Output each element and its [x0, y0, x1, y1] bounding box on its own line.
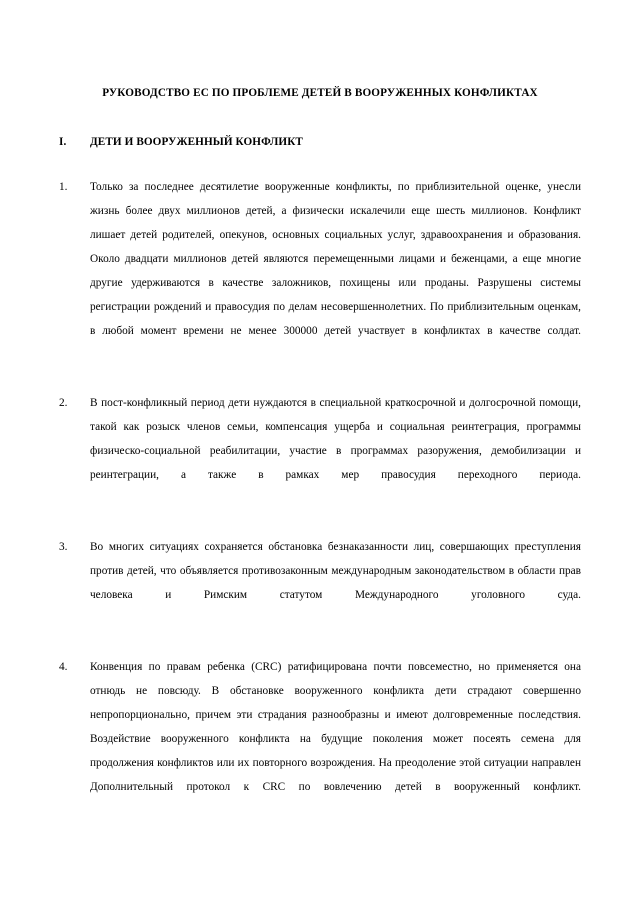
- numbered-paragraph-3: [59, 535, 581, 631]
- paragraph-number: 4.: [59, 661, 68, 673]
- paragraph-text: Во многих ситуациях сохраняется обстановка безнаказанности лиц, совершающих преступления против детей, что объявляется противозаконным международным законодательством в области прав человека и Римским статутом Международного уголовного суда.: [90, 541, 581, 601]
- paragraph-number: 2.: [59, 397, 68, 409]
- numbered-paragraph-1: [59, 175, 581, 367]
- section-title: ДЕТИ И ВООРУЖЕННЫЙ КОНФЛИКТ: [90, 136, 303, 148]
- section-heading-1: [59, 134, 581, 151]
- paragraph-number: 3.: [59, 541, 68, 553]
- document-title: РУКОВОДСТВО ЕС ПО ПРОБЛЕМЕ ДЕТЕЙ В ВООРУЖЕННЫХ КОНФЛИКТАХ: [102, 87, 538, 99]
- document-content: [59, 84, 581, 823]
- paragraph-text: В пост-конфликный период дети нуждаются в специальной краткосрочной и долгосрочной помощи, такой как розыск членов семьи, компенсация ущерба и социальная реинтеграция, программы физическо-социальной реабилитации, участие в программах разоружения, демобилизации и реинтеграции, а также в рамках мер правосудия переходного периода.: [90, 397, 581, 481]
- paragraph-text: Только за последнее десятилетие вооруженные конфликты, по приблизительной оценке, унесли жизнь более двух миллионов детей, а физически искалечили еще шесть миллионов. Конфликт лишает детей родителей, опекунов, основных социальных услуг, здравоохранения и образования. Около двадцати миллионов детей являются перемещенными лицами и беженцами, а еще многие другие удерживаются в качестве заложников, похищены или проданы. Разрушены системы регистрации рождений и правосудия по делам несовершеннолетних. По приблизительным оценкам, в любой момент времени не менее 300000 детей участвует в конфликтах в качестве солдат.: [90, 181, 581, 337]
- numbered-paragraph-4: [59, 655, 581, 823]
- paragraph-number: 1.: [59, 181, 68, 193]
- paragraph-text: Конвенция по правам ребенка (CRC) ратифицирована почти повсеместно, но применяется она отнюдь не повсюду. В обстановке вооруженного конфликта дети страдают совершенно непропорционально, причем эти страдания разнообразны и имеют долговременные последствия. Воздействие вооруженного конфликта на будущие поколения может посеять семена для продолжения конфликтов или их повторного возрождения. На преодоление этой ситуации направлен Дополнительный протокол к CRC по вовлечению детей в вооруженный конфликт.: [90, 661, 581, 793]
- section-number: I.: [59, 136, 67, 148]
- numbered-paragraph-2: [59, 391, 581, 511]
